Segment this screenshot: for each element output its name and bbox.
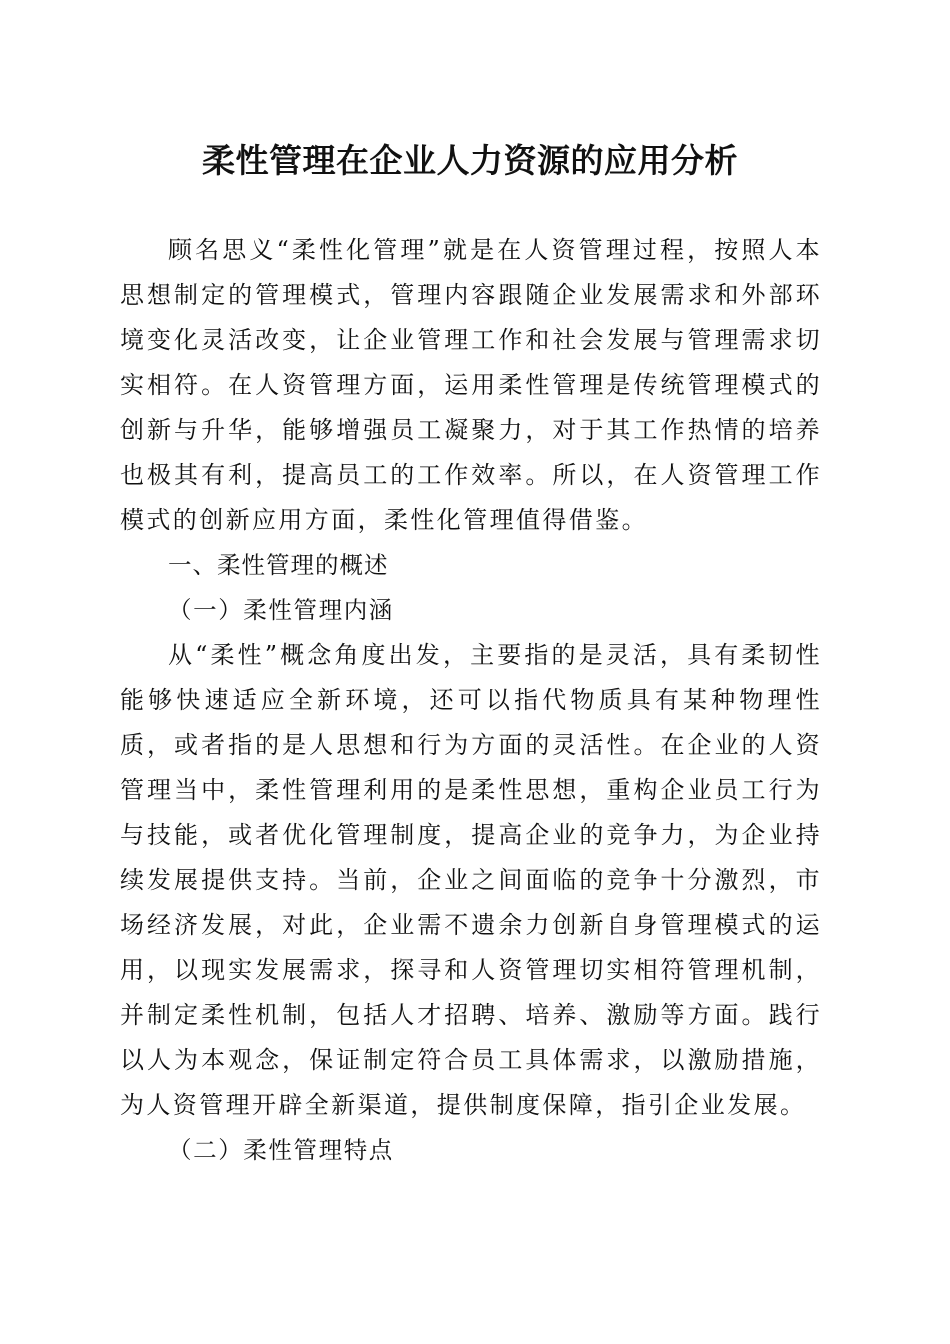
subsection-heading-connotation: （一）柔性管理内涵 [168,596,394,624]
subsection-heading-features: （二）柔性管理特点 [168,1136,394,1164]
document-title: 柔性管理在企业人力资源的应用分析 [202,141,738,180]
connotation-paragraph: 从“柔性”概念角度出发，主要指的是灵活，具有柔韧性能够快速适应全新环境，还可以指代物质具有某种物理性质，或者指的是人思想和行为方面的灵活性。在企业的人资管理当中，柔性管理利用的是柔性思想，重构企业员工行为与技能，或者优化管理制度，提高企业的竞争力，为企业持续发展提供支持。当前，企业之间面临的竞争十分激烈，市场经济发展，对此，企业需不遗余力创新自身管理模式的运用，以现实发展需求，探寻和人资管理切实相符管理机制，并制定柔性机制，包括人才招聘、培养、激励等方面。践行以人为本观念，保证制定符合员工具体需求，以激励措施，为人资管理开辟全新渠道，提供制度保障，指引企业发展。 [120,641,822,1119]
section-heading-overview: 一、柔性管理的概述 [168,551,389,579]
intro-paragraph: 顾名思义“柔性化管理”就是在人资管理过程，按照人本思想制定的管理模式，管理内容跟随企业发展需求和外部环境变化灵活改变，让企业管理工作和社会发展与管理需求切实相符。在人资管理方面，运用柔性管理是传统管理模式的创新与升华，能够增强员工凝聚力，对于其工作热情的培养也极其有利，提高员工的工作效率。所以，在人资管理工作模式的创新应用方面，柔性化管理值得借鉴。 [120,236,822,534]
document-body [120,228,822,1173]
